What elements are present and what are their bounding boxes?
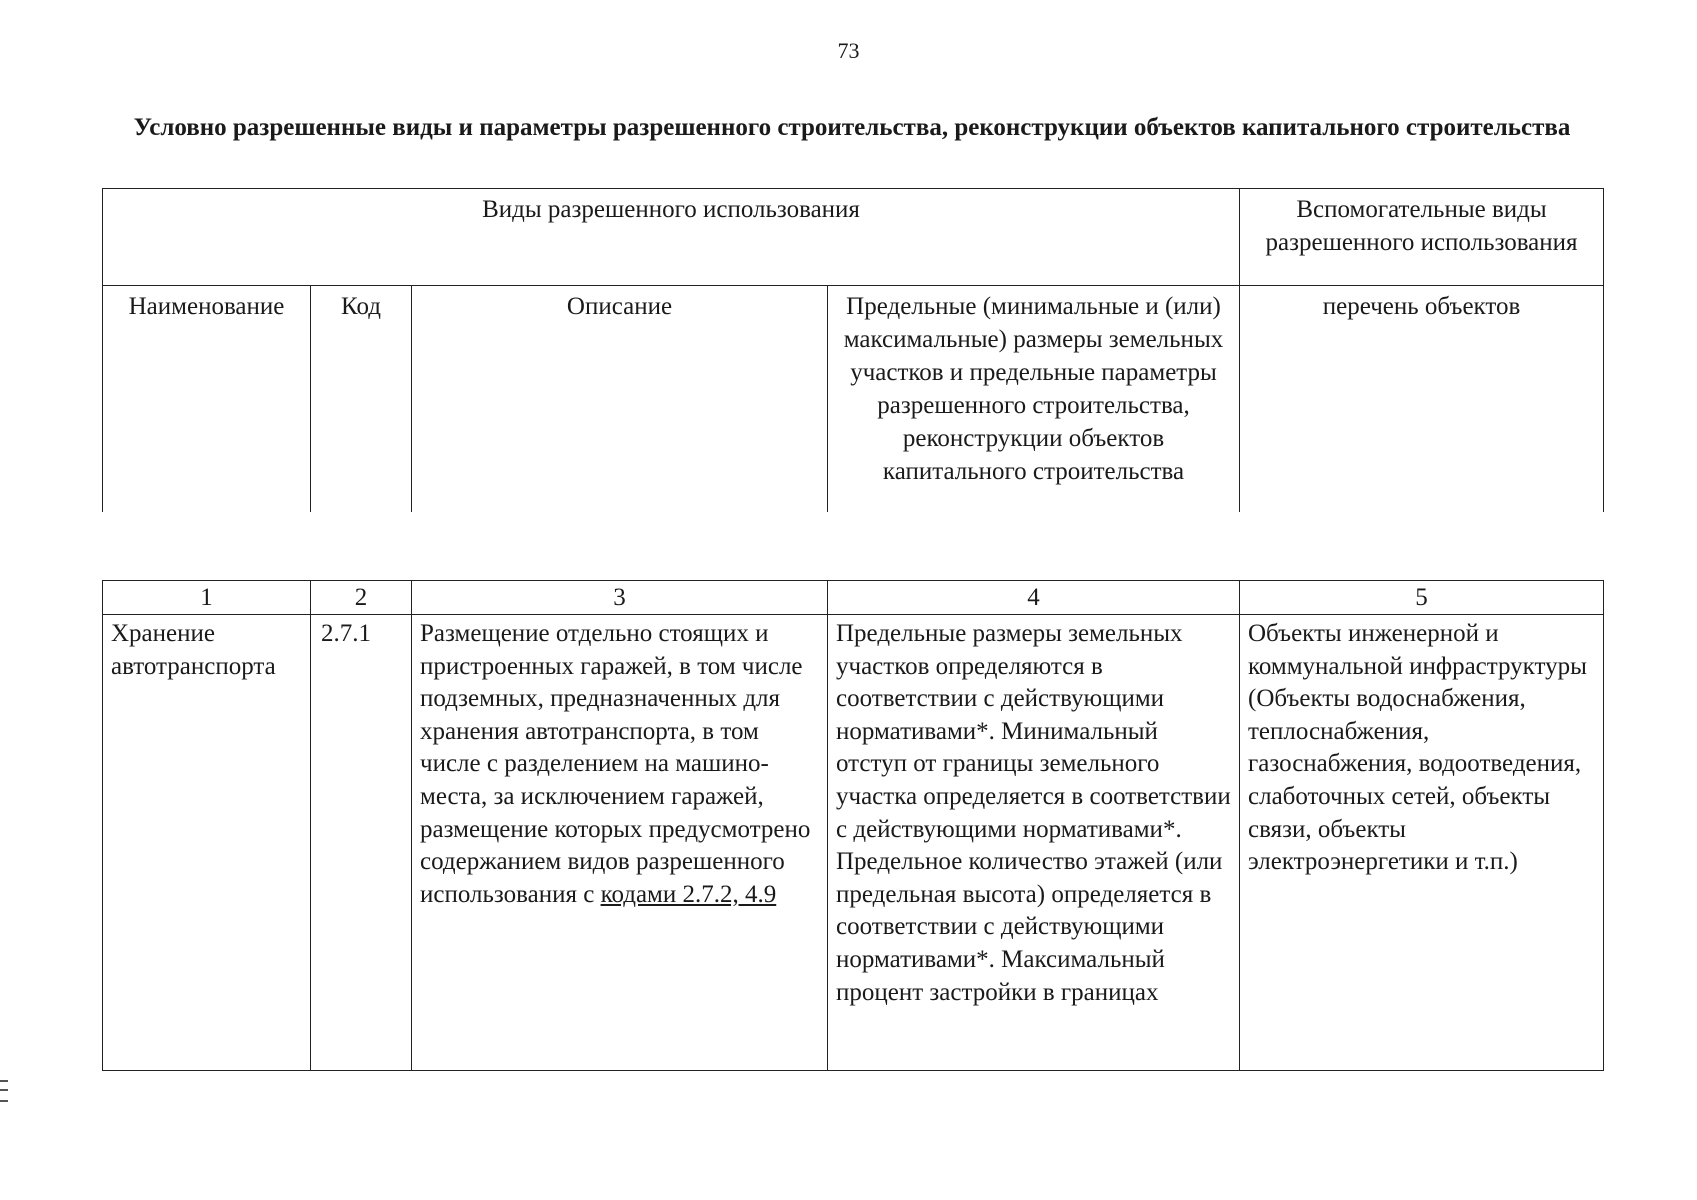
description-text: Размещение отдельно стоящих и пристроенных гаражей, в том числе подземных, предназначенных для хранения автотранспорта, в том числе с разделением на машино-места, за исключением гаражей, размещение которых предусмотрено содержанием видов разрешенного использования с — [420, 620, 811, 908]
header-col-description: Описание — [412, 286, 828, 513]
header-columns-row — [103, 286, 1604, 513]
cell-code: 2.7.1 — [311, 615, 412, 1071]
header-col-code: Код — [311, 286, 412, 513]
column-number: 2 — [311, 581, 412, 615]
column-number: 1 — [103, 581, 311, 615]
header-col-name: Наименование — [103, 286, 311, 513]
cell-aux-objects: Объекты инженерной и коммунальной инфраструктуры (Объекты водоснабжения, теплоснабжения, газоснабжения, водоотведения, слаботочных сетей, объекты связи, объекты электроэнергетики и т.п.) — [1240, 615, 1604, 1071]
table-row — [103, 615, 1604, 1071]
header-group-aux: Вспомогательные виды разрешенного использования — [1240, 189, 1604, 286]
column-number: 4 — [828, 581, 1240, 615]
data-table — [102, 580, 1604, 1071]
cell-limits: Предельные размеры земельных участков определяются в соответствии с действующими нормативами*. Минимальный отступ от границы земельного участка определяется в соответствии с действующими нормативами*. Предельное количество этажей (или предельная высота) определяется в соответствии с действующими нормативами*. Максимальный процент застройки в границах — [828, 615, 1240, 1071]
cell-description — [412, 615, 828, 1071]
page-title: Условно разрешенные виды и параметры разрешенного строительства, реконструкции объектов капитального строительства — [133, 114, 1571, 141]
cell-name: Хранение автотранспорта — [103, 615, 311, 1071]
column-number-row — [103, 581, 1604, 615]
header-table — [102, 188, 1604, 512]
page-number: 73 — [837, 38, 860, 63]
column-number: 5 — [1240, 581, 1604, 615]
scan-edge-mark — [0, 1080, 8, 1102]
header-group-main: Виды разрешенного использования — [103, 189, 1240, 286]
header-group-row — [103, 189, 1604, 286]
header-col-limits: Предельные (минимальные и (или) максимальные) размеры земельных участков и предельные параметры разрешенного строительства, реконструкции объектов капитального строительства — [828, 286, 1240, 513]
codes-link[interactable]: кодами 2.7.2, 4.9 — [600, 880, 777, 908]
header-col-aux-list: перечень объектов — [1240, 286, 1604, 513]
column-number: 3 — [412, 581, 828, 615]
